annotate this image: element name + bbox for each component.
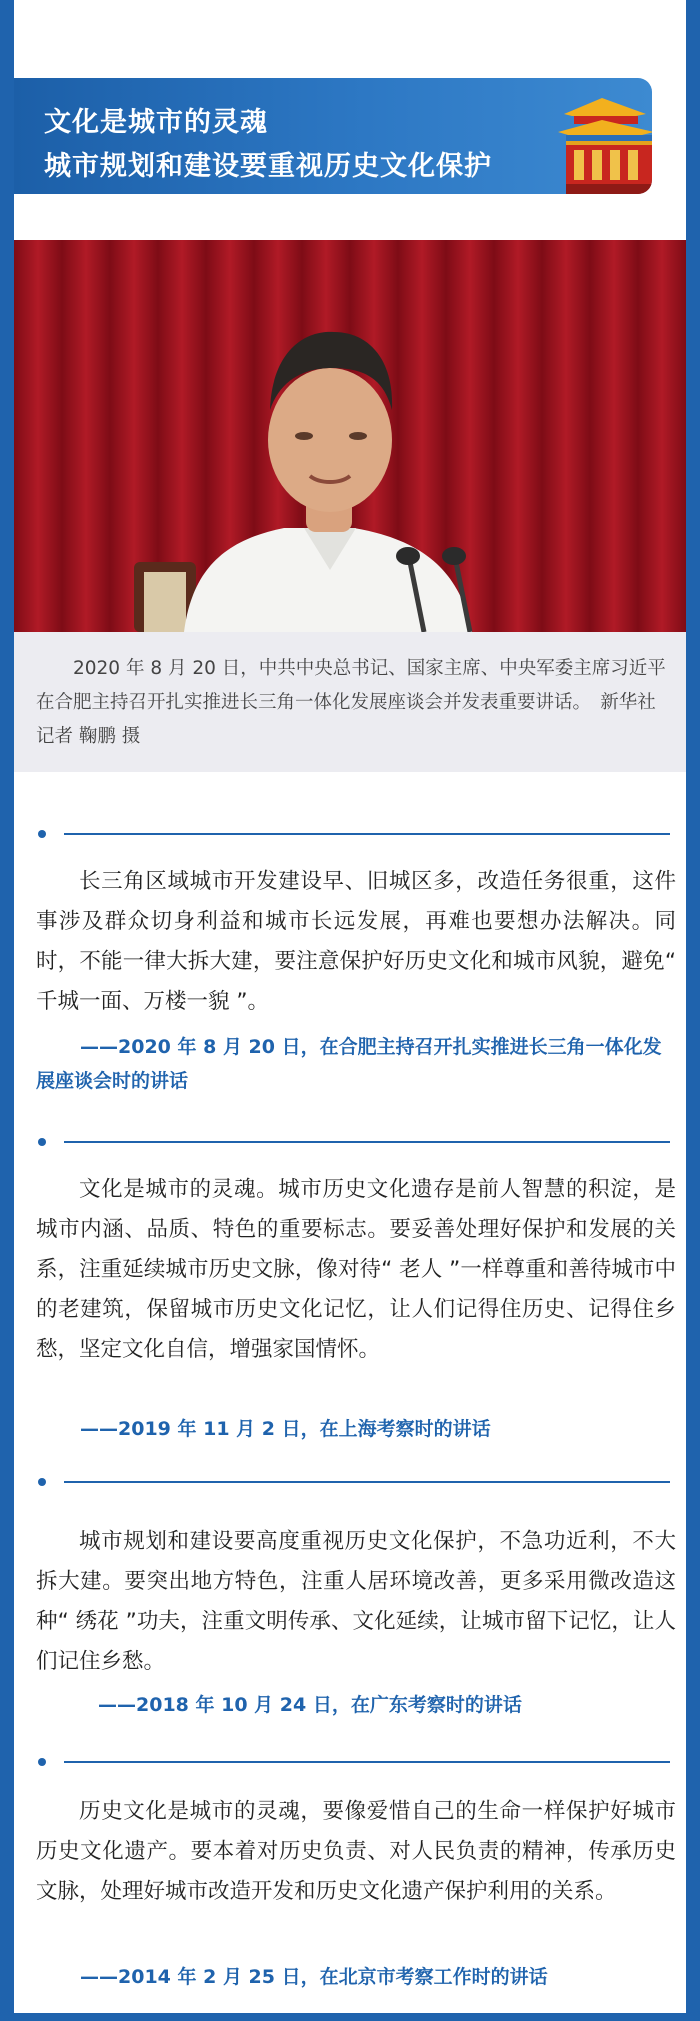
right-frame-border <box>686 0 700 2021</box>
quote-paragraph: 长三角区域城市开发建设早、旧城区多，改造任务很重，这件事涉及群众切身利益和城市长远发展，再难也要想办法解决。同时，不能一律大拆大建，要注意保护好历史文化和城市风貌，避免“ 千城一面、万楼一貌 ”。 <box>36 869 676 1014</box>
divider-dot <box>38 1138 46 1146</box>
photo-caption-box <box>14 632 686 772</box>
section-divider <box>38 1136 670 1148</box>
divider-line <box>64 1481 670 1483</box>
section-divider <box>38 1476 670 1488</box>
forbidden-city-gate-icon <box>550 84 652 194</box>
divider-dot <box>38 1758 46 1766</box>
divider-dot <box>38 1478 46 1486</box>
page-title-line1: 文化是城市的灵魂 <box>44 107 268 138</box>
divider-dot <box>38 830 46 838</box>
photo-caption: 2020 年 8 月 20 日，中共中央总书记、国家主席、中央军委主席习近平在合肥主持召开扎实推进长三角一体化发展座谈会并发表重要讲话。 新华社记者 鞠鹏 摄 <box>36 658 666 747</box>
section-divider <box>38 828 670 840</box>
quote-paragraph: 历史文化是城市的灵魂，要像爱惜自己的生命一样保护好城市历史文化遗产。要本着对历史负责、对人民负责的精神，传承历史文脉，处理好城市改造开发和历史文化遗产保护利用的关系。 <box>36 1799 676 1904</box>
divider-line <box>64 1761 670 1763</box>
bottom-frame-border <box>0 2013 700 2021</box>
divider-line <box>64 1141 670 1143</box>
page-title-line2: 城市规划和建设要重视历史文化保护 <box>44 151 492 182</box>
section-divider <box>38 1756 670 1768</box>
quote-paragraph: 文化是城市的灵魂。城市历史文化遗存是前人智慧的积淀，是城市内涵、品质、特色的重要标志。要妥善处理好保护和发展的关系，注重延续城市历史文脉，像对待“ 老人 ”一样尊重和善待城市中的老建筑，保留城市历史文化记忆，让人们记得住历史、记得住乡愁，坚定文化自信，增强家国情怀。 <box>36 1177 676 1362</box>
quote-source: ——2020 年 8 月 20 日，在合肥主持召开扎实推进长三角一体化发展座谈会时的讲话 <box>36 1036 662 1092</box>
quote-paragraph: 城市规划和建设要高度重视历史文化保护，不急功近利，不大拆大建。要突出地方特色，注重人居环境改善，更多采用微改造这种“ 绣花 ”功夫，注重文明传承、文化延续，让城市留下记忆，让人们记住乡愁。 <box>36 1529 676 1674</box>
divider-line <box>64 833 670 835</box>
quote-source: ——2014 年 2 月 25 日，在北京市考察工作时的讲话 <box>80 1966 548 1988</box>
quote-source: ——2019 年 11 月 2 日，在上海考察时的讲话 <box>80 1418 491 1440</box>
left-frame-border <box>0 0 14 2021</box>
header-banner <box>14 78 652 194</box>
quote-source: ——2018 年 10 月 24 日，在广东考察时的讲话 <box>98 1694 522 1716</box>
news-photo <box>14 240 686 632</box>
